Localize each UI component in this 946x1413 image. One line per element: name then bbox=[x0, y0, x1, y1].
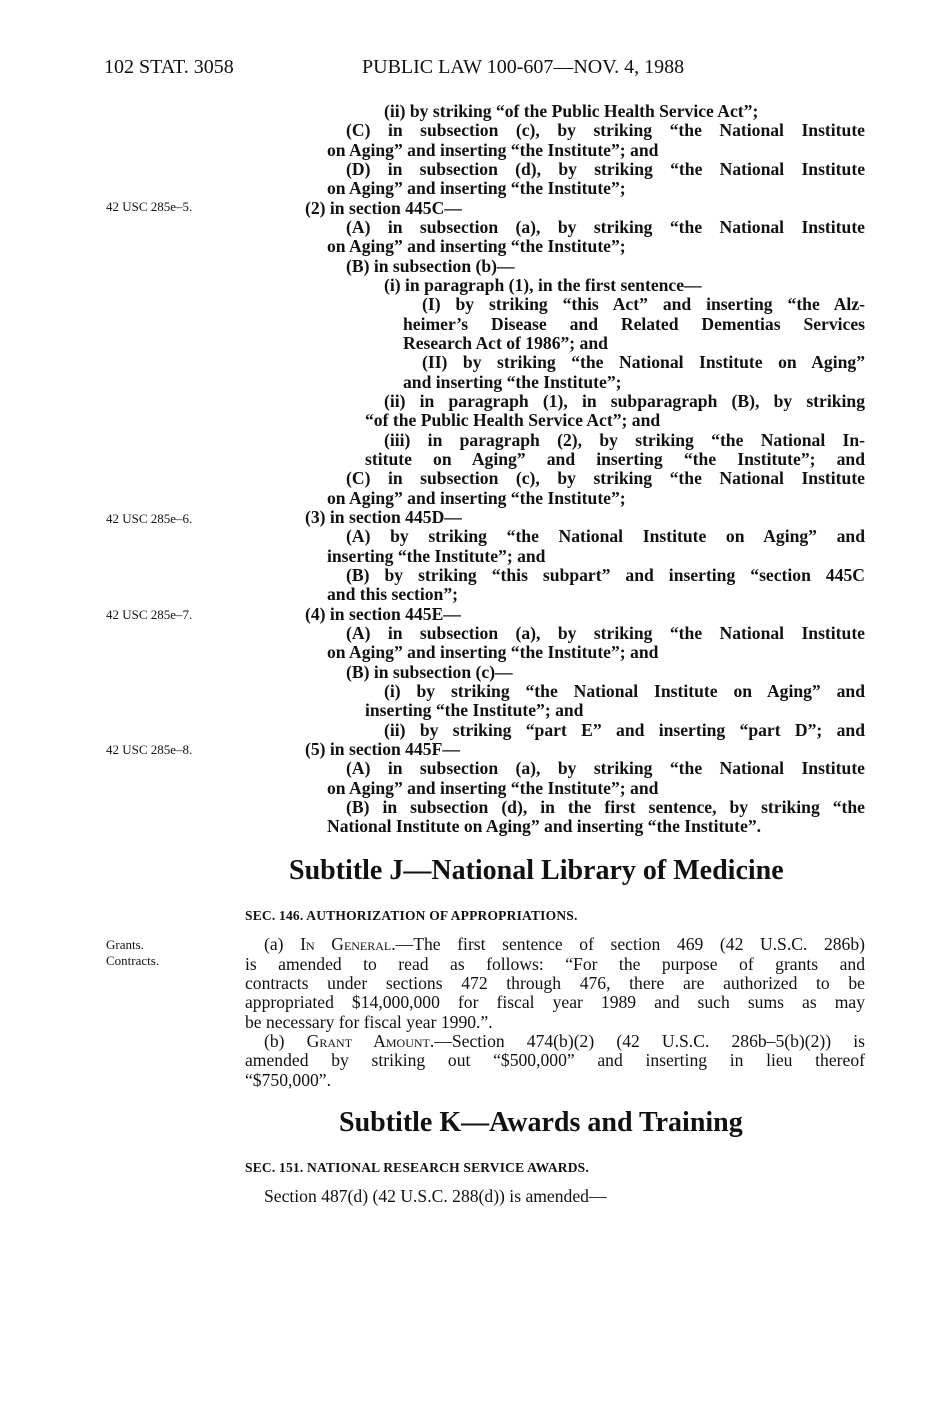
text-line: contracts under sections 472 through 476, there are authorized to be bbox=[245, 974, 865, 993]
section-151-text: Section 487(d) (42 U.S.C. 288(d)) is amended— bbox=[264, 1186, 607, 1206]
margin-note-usc: 42 USC 285e–8. bbox=[106, 742, 193, 757]
subtitle-j-heading: Subtitle J—National Library of Medicine bbox=[289, 855, 784, 886]
margin-note-grants: Grants. bbox=[106, 937, 144, 952]
text-line: stitute on Aging” and inserting “the Institute”; and bbox=[365, 450, 865, 469]
text-line: heimer’s Disease and Related Dementias Services bbox=[403, 315, 865, 334]
margin-note-usc: 42 USC 285e–7. bbox=[106, 607, 193, 622]
text-line: on Aging” and inserting “the Institute”; bbox=[327, 236, 626, 256]
text-line: be necessary for fiscal year 1990.”. bbox=[245, 1012, 493, 1032]
text-line: (B) in subsection (c)— bbox=[346, 662, 513, 682]
text-line: (4) in section 445E— bbox=[305, 604, 461, 624]
text-line: (B) in subsection (d), in the first sentence, by striking “the bbox=[346, 798, 865, 817]
page-reference: 102 STAT. 3058 bbox=[104, 56, 234, 78]
text-line: and inserting “the Institute”; bbox=[403, 372, 622, 392]
text-line: (5) in section 445F— bbox=[305, 739, 460, 759]
text-line: (A) by striking “the National Institute on Aging” and bbox=[346, 527, 865, 546]
text-line: and this section”; bbox=[327, 584, 458, 604]
text-line: (ii) by striking “of the Public Health Service Act”; bbox=[384, 101, 759, 121]
text-line: (i) by striking “the National Institute on Aging” and bbox=[384, 682, 865, 701]
text-line: (iii) in paragraph (2), by striking “the National In- bbox=[384, 431, 865, 450]
margin-note-usc: 42 USC 285e–5. bbox=[106, 199, 193, 214]
subsection-label: (b) bbox=[264, 1032, 307, 1051]
text-line: inserting “the Institute”; and bbox=[327, 546, 546, 566]
subsection-label: (a) bbox=[264, 935, 301, 954]
text-line: on Aging” and inserting “the Institute”; and bbox=[327, 778, 659, 798]
margin-note-usc: 42 USC 285e–6. bbox=[106, 511, 193, 526]
text-line: (2) in section 445C— bbox=[305, 198, 462, 218]
section-151-heading: SEC. 151. NATIONAL RESEARCH SERVICE AWARDS. bbox=[245, 1160, 589, 1175]
text-line: “$750,000”. bbox=[245, 1070, 331, 1090]
text-line: inserting “the Institute”; and bbox=[365, 700, 584, 720]
text-line: National Institute on Aging” and inserting “the Institute”. bbox=[327, 816, 762, 836]
text-line: (A) in subsection (a), by striking “the National Institute bbox=[346, 624, 865, 643]
text-line: (i) in paragraph (1), in the first sentence— bbox=[384, 275, 702, 295]
text-line: (C) in subsection (c), by striking “the National Institute bbox=[346, 121, 865, 140]
margin-note-contracts: Contracts. bbox=[106, 953, 160, 968]
text-line: (B) in subsection (b)— bbox=[346, 256, 515, 276]
text-line: amended by striking out “$500,000” and inserting in lieu thereof bbox=[245, 1051, 865, 1070]
text-line: appropriated $14,000,000 for fiscal year 1989 and such sums as may bbox=[245, 993, 865, 1012]
text-line: (I) by striking “this Act” and inserting “the Alz- bbox=[422, 295, 865, 314]
text-line: (II) by striking “the National Institute on Aging” bbox=[422, 353, 865, 372]
text-line: (B) by striking “this subpart” and inserting “section 445C bbox=[346, 566, 865, 585]
subsection-a-heading: In General. bbox=[300, 935, 396, 954]
law-title: PUBLIC LAW 100-607—NOV. 4, 1988 bbox=[362, 56, 685, 78]
text-line: on Aging” and inserting “the Institute”; bbox=[327, 178, 626, 198]
text-line: Research Act of 1986”; and bbox=[403, 333, 608, 353]
text-line: (A) in subsection (a), by striking “the National Institute bbox=[346, 759, 865, 778]
text-line: (C) in subsection (c), by striking “the National Institute bbox=[346, 469, 865, 488]
text-line: (A) in subsection (a), by striking “the National Institute bbox=[346, 218, 865, 237]
text-line: (ii) in paragraph (1), in subparagraph (B), by striking bbox=[384, 392, 865, 411]
text-line: on Aging” and inserting “the Institute”; and bbox=[327, 642, 659, 662]
subtitle-k-heading: Subtitle K—Awards and Training bbox=[339, 1107, 743, 1138]
subsection-b-heading: Grant Amount. bbox=[306, 1032, 435, 1051]
subsection-a-text: —The first sentence of section 469 (42 U.S.C. 286b) bbox=[395, 935, 865, 954]
text-line: (D) in subsection (d), by striking “the National Institute bbox=[346, 160, 865, 179]
text-line bbox=[264, 1032, 865, 1052]
subsection-b-text: —Section 474(b)(2) (42 U.S.C. 286b–5(b)(2)) is bbox=[434, 1032, 865, 1051]
text-line: “of the Public Health Service Act”; and bbox=[365, 410, 661, 430]
text-line: is amended to read as follows: “For the purpose of grants and bbox=[245, 955, 865, 974]
text-line: on Aging” and inserting “the Institute”; bbox=[327, 488, 626, 508]
section-146-heading: SEC. 146. AUTHORIZATION OF APPROPRIATIONS. bbox=[245, 908, 578, 923]
text-line: (3) in section 445D— bbox=[305, 507, 462, 527]
text-line: on Aging” and inserting “the Institute”; and bbox=[327, 140, 659, 160]
text-line bbox=[264, 935, 865, 955]
text-line: (ii) by striking “part E” and inserting “part D”; and bbox=[384, 721, 865, 740]
